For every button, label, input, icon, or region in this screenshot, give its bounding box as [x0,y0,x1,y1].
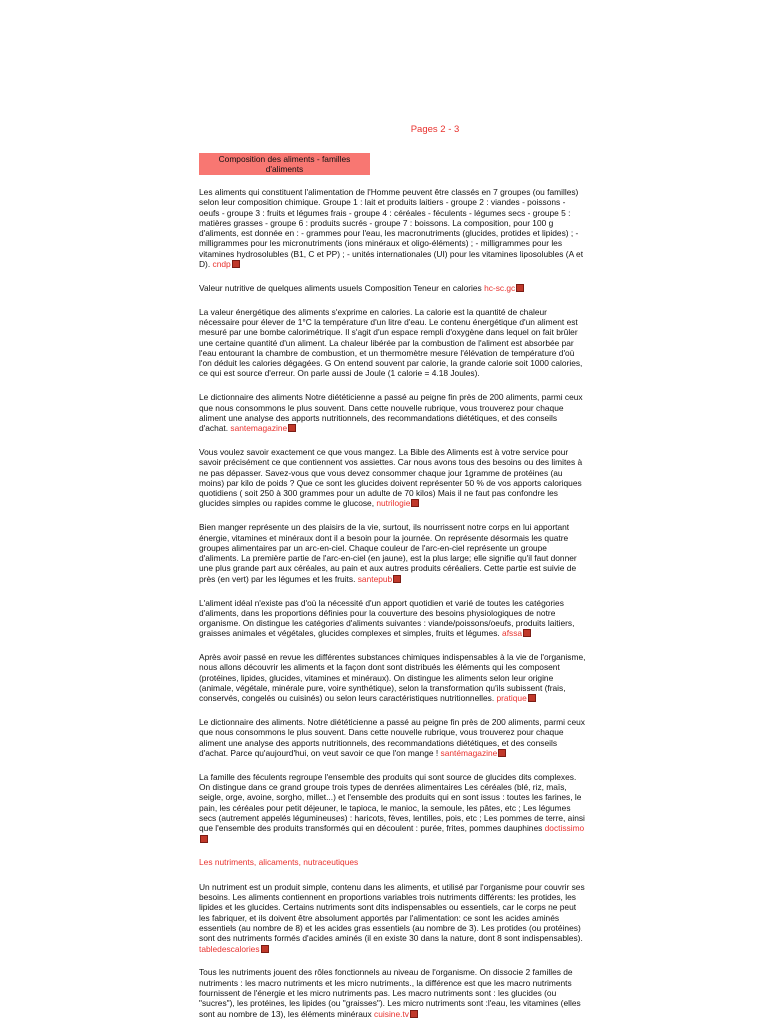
source-link[interactable]: cuisine.tv [374,1008,409,1019]
external-link-icon[interactable] [410,1010,418,1018]
paragraph-text: Vous voulez savoir exactement ce que vous mangez. La Bible des Aliments est à votre service pour savoir précisément ce que contiennent vos assiettes. Car nous avons tous des besoins ou des limites à ne pas dépasser. Savez-vous que vous devez consommer chaque jour 1gramme de protéines (au moins) par kilo de poids ? Que ce sont les glucides doivent représenter 50 % de vos apports caloriques quotidiens ( soit 250 à 300 grammes pour un adulte de 70 kilos) Mais il ne faut pas confondre les glucides simples ou rapides comme le glucose, [199,446,583,509]
paragraph-text: La valeur énergétique des aliments s'exprime en calories. La calorie est la quantité de chaleur nécessaire pour élever de 1°C la température d'un litre d'eau. Le contenu énergétique d'un aliment est mesuré par une bombe calorimétrique. Il s'agit d'un espace rempli d'oxygène dans lequel on fait brûler une certaine quantité d'un aliment. La chaleur libérée par la combustion de l'aliment est absorbée par l'eau entourant la chambre de combustion, et un thermomètre mesure l'élévation de température d'où l'on déduit les calories dégagées. G On entend souvent par calorie, la grande calorie soit 1000 calories, ce qui est source d'erreur. On parle aussi de Joule (1 calorie = 4.18 Joules). [199,306,583,379]
content-column [199,187,587,1032]
external-link-icon[interactable] [516,284,524,292]
paragraph-text: Valeur nutritive de quelques aliments usuels Composition Teneur en calories [199,282,485,293]
source-link[interactable]: nutrilogie [376,498,411,509]
paragraph-group-2 [199,882,587,1019]
paragraph-text: Un nutriment est un produit simple, contenu dans les aliments, et utilisé par l'organisme pour couvrir ses besoins. Les aliments contiennent en proportions variables trois nutriments différents: les protides, les lipides et les glucides. Certains nutriments sont dits indispensables ou essentiels, car le corps ne peut les fabriquer, et ils doivent être absolument apportés par l'alimentation: ce sont les acides aminés essentiels (au nombre de 8) et les acides gras essentiels (au nombre de 3). Les protides (ou protéines) sont des nutriments formés d'acides aminés (il en existe 30 dans la nature, dont 8 sont indispensables). [199,881,585,944]
paragraph [199,187,587,269]
paragraph [199,598,587,639]
paragraph-text: L'aliment idéal n'existe pas d'où la nécessité d'un apport quotidien et varié de toutes les catégories d'aliments, dans les proportions définies pour la couverture des besoins physiologiques de notre organisme. On distingue les catégories d'aliments suivantes : viande/poissons/oeufs, produits laitiers, graisses animales et végétales, glucides complexes et simples, fruits et légumes. [199,597,575,639]
source-link[interactable]: hc-sc.gc [484,282,516,293]
source-link[interactable]: cndp [212,259,231,270]
source-link[interactable]: doctissimo [544,823,585,834]
paragraph [199,283,587,293]
paragraph-text: Le dictionnaire des aliments. Notre diététicienne a passé au peigne fin près de 200 aliments, parmi ceux que nous consommons le plus souvent. Dans cette nouvelle rubrique, vous trouverez pour chaque aliment une analyse des apports nutritionnels, des recommandations diététiques, et des conseils d'achat. Parce qu'aujourd'hui, on veut savoir ce que l'on mange ! [199,717,585,759]
paragraph [199,307,587,379]
paragraph [199,967,587,1018]
source-link[interactable]: afssa [502,628,523,639]
external-link-icon[interactable] [411,499,419,507]
paragraph [199,522,587,584]
paragraph [199,772,587,844]
external-link-icon[interactable] [288,424,296,432]
external-link-icon[interactable] [261,945,269,953]
paragraph-text: Après avoir passé en revue les différentes substances chimiques indispensables à la vie de l'organisme, nous allons découvrir les aliments et la façon dont sont distribués les éléments qui les composent (protéines, lipides, glucides, vitamines et minéraux). On distingue les aliments selon leur origine (animale, végétale, minérale pure, voire synthétique), selon la transformation qu'ils subissent (frais, conservés, congelés ou cuisinés) ou selon leurs caractéristiques nutritionnelles. [199,652,586,704]
external-link-icon[interactable] [498,749,506,757]
source-link[interactable]: santémagazine [440,748,498,759]
paragraph-group-1 [199,187,587,844]
external-link-icon[interactable] [200,835,208,843]
paragraph-text: Tous les nutriments jouent des rôles fonctionnels au niveau de l'organisme. On dissocie 2 familles de nutriments : les macro nutriments et les micro nutriments., la différence est que les macro nutriments fournissent de l'énergie et les micro nutriments pas. Les macro nutriments sont : les glucides (ou "sucres"), les protéines, les lipides (ou "graisses"). Les micro nutriments sont :l'eau, les vitamines (elles sont au nombre de 13), les éléments minéraux [199,967,581,1019]
paragraph [199,882,587,954]
paragraph-text: Bien manger représente un des plaisirs de la vie, surtout, ils nourrissent notre corps en lui apportant énergie, vitamines et minéraux dont il a besoin pour la journée. On représente désormais les quatre groupes alimentaires par un arc-en-ciel. Chaque couleur de l'arc-en-ciel représente un groupe d'aliments. La première partie de l'arc-en-ciel (en jaune), est la plus large; elle signifie qu'il faut donner une plus grande part aux céréales, au pain et aux autres produits céréaliers. Cette partie est suivie de près (en vert) par les légumes et les fruits. [199,522,577,584]
paragraph [199,392,587,433]
external-link-icon[interactable] [528,694,536,702]
source-link[interactable]: santepub [357,573,393,584]
paragraph [199,447,587,509]
paragraph [199,652,587,703]
external-link-icon[interactable] [232,260,240,268]
paragraph-text: Les aliments qui constituent l'alimentation de l'Homme peuvent être classés en 7 groupes (ou familles) selon leur composition chimique. Groupe 1 : lait et produits laitiers - groupe 2 : viandes - poissons - oeufs - groupe 3 : fruits et légumes frais - groupe 4 : céréales - féculents - légumes secs - groupe 5 : matières grasses - groupe 6 : produits sucrés - groupe 7 : boissons. La composition, pour 100 g d'aliments, est donnée en : - grammes pour l'eau, les macronutriments (glucides, protides et lipides) ; - milligrammes pour les micronutriments (ions minéraux et oligo-éléments) ; - milligrammes pour les vitamines hydrosolubles (B1, C et PP) ; - unités internationales (UI) pour les vitamines liposolubles (A et D). [199,187,584,270]
section-subheading: Les nutriments, alicaments, nutraceutiques [199,857,359,868]
paragraph-text: La famille des féculents regroupe l'ensemble des produits qui sont source de glucides dits complexes. On distingue dans ce grand groupe trois types de denrées alimentaires Les céréales (blé, riz, maïs, seigle, orge, avoine, sorgho, millet...) et l'ensemble des produits qui en sont issus : toutes les farines, le pain, les céréales pour petit déjeuner, le tapioca, le manioc, la semoule, les pâtes, etc ; Les légumes secs (autrement appelés légumineuses) : haricots, fèves, lentilles, pois, etc ; Les pommes de terre, ainsi que l'ensemble des produits transformés qui en découlent : purée, frites, pommes dauphines [199,771,585,834]
external-link-icon[interactable] [523,629,531,637]
source-link[interactable]: pratique [496,693,527,704]
paragraph-text: Le dictionnaire des aliments Notre diététicienne a passé au peigne fin près de 200 aliments, parmi ceux que nous consommons le plus souvent. Dans cette nouvelle rubrique, vous trouverez pour chaque aliment une analyse des apports nutritionnels, des recommandations diététiques, et des conseils d'achat. [199,392,583,434]
source-link[interactable]: santemagazine [230,423,288,434]
paragraph [199,717,587,758]
external-link-icon[interactable] [393,575,401,583]
source-link[interactable]: tabledescalories [199,943,260,954]
section-title-box: Composition des aliments - familles d'aliments [199,153,370,175]
pages-label: Pages 2 - 3 [410,124,460,135]
